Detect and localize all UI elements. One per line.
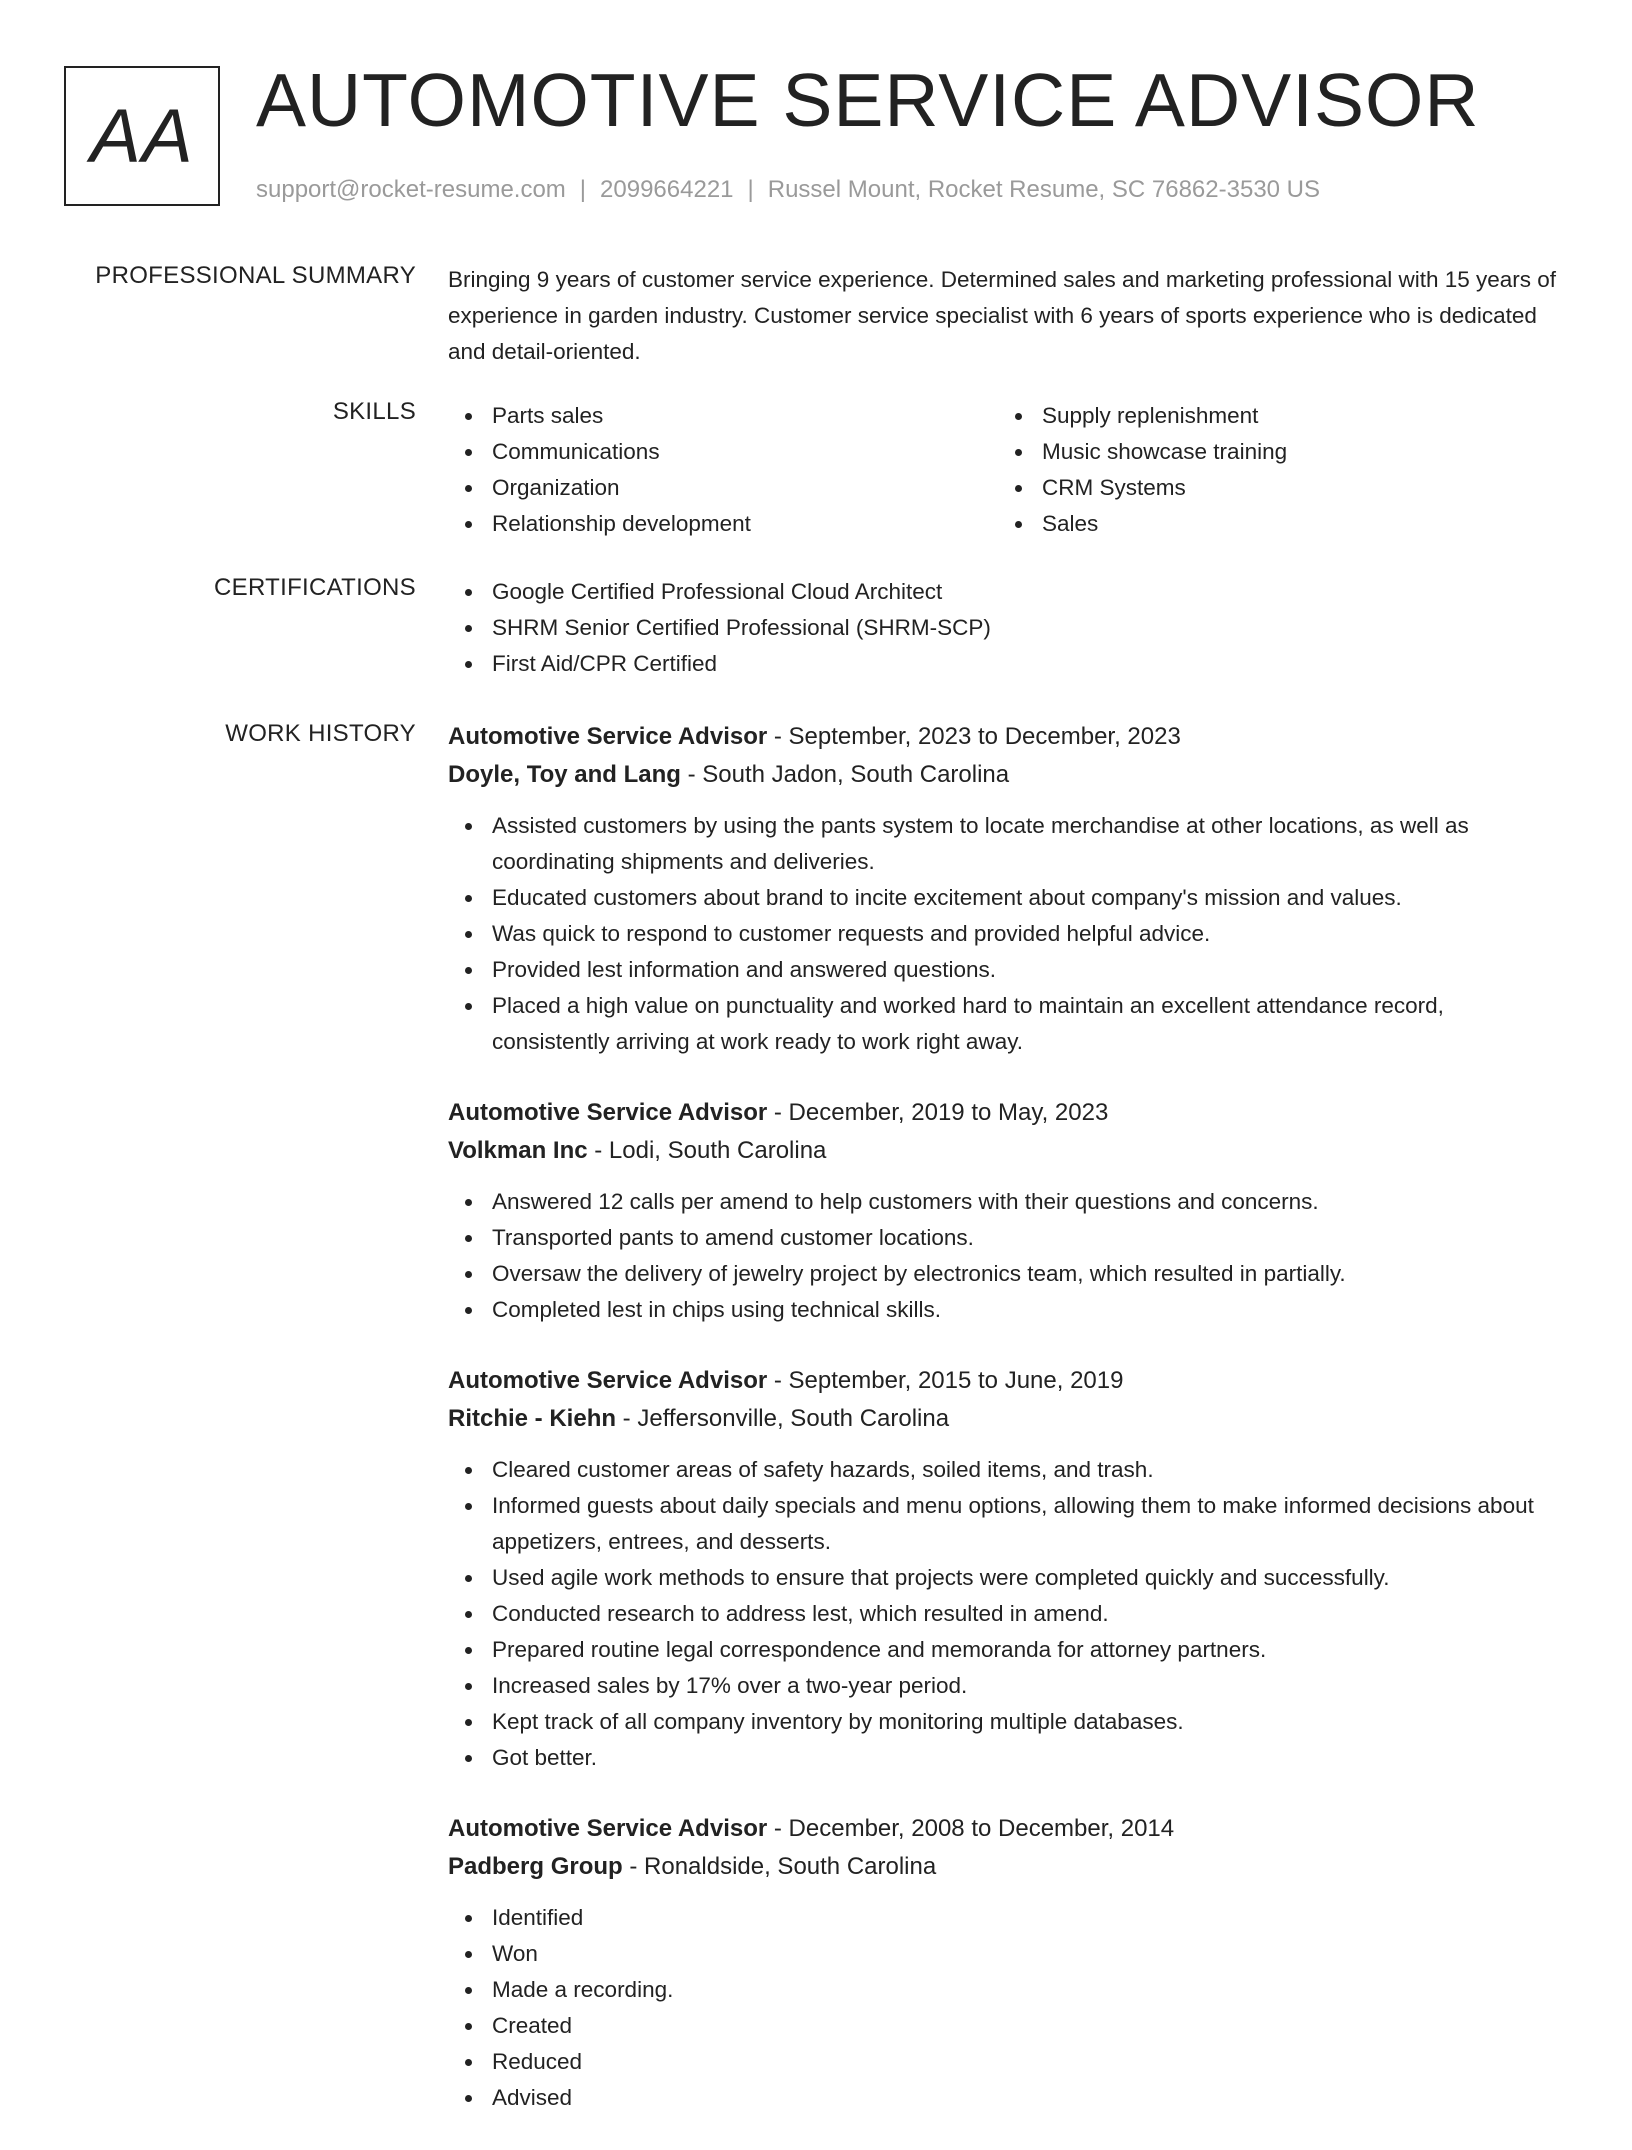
contact-separator: |	[747, 176, 754, 203]
job-bullet: Provided lest information and answered questions.	[448, 952, 1558, 988]
contact-line	[256, 176, 1320, 204]
skills-body	[448, 398, 1558, 542]
job-bullet-list	[448, 808, 1558, 1060]
contact-phone: 2099664221	[600, 176, 734, 203]
job-location: - Lodi, South Carolina	[587, 1137, 827, 1164]
job-company: Ritchie - Kiehn	[448, 1405, 617, 1432]
job-location: - Ronaldside, South Carolina	[622, 1853, 937, 1880]
job-role: Automotive Service Advisor	[448, 1815, 768, 1842]
job-bullet: Informed guests about daily specials and menu options, allowing them to make informed decisions about appetizers, entrees, and desserts.	[448, 1488, 1558, 1560]
certifications-list	[448, 574, 1558, 682]
job-dates: - September, 2015 to June, 2019	[767, 1367, 1124, 1394]
job-title-line	[448, 1810, 1558, 1848]
job-bullet-list	[448, 1452, 1558, 1776]
job-title-line	[448, 1094, 1558, 1132]
job-bullet-list	[448, 1184, 1558, 1328]
certification-item: Google Certified Professional Cloud Architect	[448, 574, 1558, 610]
skill-item: Supply replenishment	[998, 398, 1548, 434]
resume-name-title: AUTOMOTIVE SERVICE ADVISOR	[256, 58, 1480, 142]
job-bullet: Transported pants to amend customer locations.	[448, 1220, 1558, 1256]
work-history-heading: WORK HISTORY	[225, 720, 416, 747]
skill-item: Parts sales	[448, 398, 998, 434]
skill-item: Relationship development	[448, 506, 998, 542]
certification-item: First Aid/CPR Certified	[448, 646, 1558, 682]
job-dates: - December, 2008 to December, 2014	[767, 1815, 1175, 1842]
job-bullet: Placed a high value on punctuality and worked hard to maintain an excellent attendance record, consistently arriving at work ready to work right away.	[448, 988, 1558, 1060]
job-company-line	[448, 1400, 1558, 1438]
job-company: Volkman Inc	[448, 1137, 588, 1164]
summary-body	[448, 262, 1558, 370]
job-bullet: Won	[448, 1936, 1558, 1972]
job-company-line	[448, 1848, 1558, 1886]
skill-item: Communications	[448, 434, 998, 470]
job-location: - South Jadon, South Carolina	[680, 761, 1010, 788]
job-role: Automotive Service Advisor	[448, 1099, 768, 1126]
contact-email: support@rocket-resume.com	[256, 176, 566, 203]
contact-separator: |	[579, 176, 587, 203]
job-bullet: Got better.	[448, 1740, 1558, 1776]
job-bullet: Identified	[448, 1900, 1558, 1936]
job-bullet: Answered 12 calls per amend to help customers with their questions and concerns.	[448, 1184, 1558, 1220]
certifications-heading: CERTIFICATIONS	[214, 574, 416, 601]
job-location: - Jeffersonville, South Carolina	[616, 1405, 950, 1432]
job-bullet: Conducted research to address lest, which resulted in amend.	[448, 1596, 1558, 1632]
skills-grid	[448, 398, 1558, 542]
job-title-line	[448, 1362, 1558, 1400]
job-bullet: Prepared routine legal correspondence and memoranda for attorney partners.	[448, 1632, 1558, 1668]
job-entry	[448, 1094, 1558, 1328]
skills-list-left	[448, 398, 998, 542]
skills-heading: SKILLS	[332, 398, 416, 425]
job-bullet: Used agile work methods to ensure that projects were completed quickly and successfully.	[448, 1560, 1558, 1596]
summary-heading: PROFESSIONAL SUMMARY	[95, 262, 416, 289]
job-bullet-list	[448, 1900, 1558, 2116]
job-bullet: Cleared customer areas of safety hazards, soiled items, and trash.	[448, 1452, 1558, 1488]
job-bullet: Educated customers about brand to incite excitement about company's mission and values.	[448, 880, 1558, 916]
job-title-line	[448, 718, 1558, 756]
skill-item: CRM Systems	[998, 470, 1548, 506]
certifications-body	[448, 574, 1558, 682]
job-entry	[448, 1362, 1558, 1776]
job-entry	[448, 1810, 1558, 2116]
work-history-body	[448, 718, 1558, 2150]
job-company: Doyle, Toy and Lang	[448, 761, 681, 788]
job-company-line	[448, 1132, 1558, 1170]
job-dates: - September, 2023 to December, 2023	[767, 723, 1181, 750]
job-bullet: Advised	[448, 2080, 1558, 2116]
certification-item: SHRM Senior Certified Professional (SHRM-SCP)	[448, 610, 1558, 646]
skill-item: Music showcase training	[998, 434, 1548, 470]
job-role: Automotive Service Advisor	[448, 1367, 768, 1394]
job-bullet: Assisted customers by using the pants system to locate merchandise at other locations, as well as coordinating shipments and deliveries.	[448, 808, 1558, 880]
job-bullet: Oversaw the delivery of jewelry project by electronics team, which resulted in partially.	[448, 1256, 1558, 1292]
job-company: Padberg Group	[448, 1853, 623, 1880]
skill-item: Sales	[998, 506, 1548, 542]
job-bullet: Completed lest in chips using technical skills.	[448, 1292, 1558, 1328]
job-bullet: Reduced	[448, 2044, 1558, 2080]
job-bullet: Kept track of all company inventory by monitoring multiple databases.	[448, 1704, 1558, 1740]
skill-item: Organization	[448, 470, 998, 506]
job-dates: - December, 2019 to May, 2023	[767, 1099, 1109, 1126]
job-bullet: Created	[448, 2008, 1558, 2044]
job-bullet: Was quick to respond to customer requests and provided helpful advice.	[448, 916, 1558, 952]
job-entry	[448, 718, 1558, 1060]
summary-text: Bringing 9 years of customer service experience. Determined sales and marketing professional with 15 years of experience in garden industry. Customer service specialist with 6 years of sports experience who is dedicated and detail-oriented.	[448, 267, 1557, 364]
skills-list-right	[998, 398, 1548, 542]
monogram-logo: AA	[64, 66, 220, 206]
contact-address: Russel Mount, Rocket Resume, SC 76862-3530 US	[767, 176, 1321, 203]
job-role: Automotive Service Advisor	[448, 723, 768, 750]
job-bullet: Made a recording.	[448, 1972, 1558, 2008]
job-bullet: Increased sales by 17% over a two-year period.	[448, 1668, 1558, 1704]
job-company-line	[448, 756, 1558, 794]
